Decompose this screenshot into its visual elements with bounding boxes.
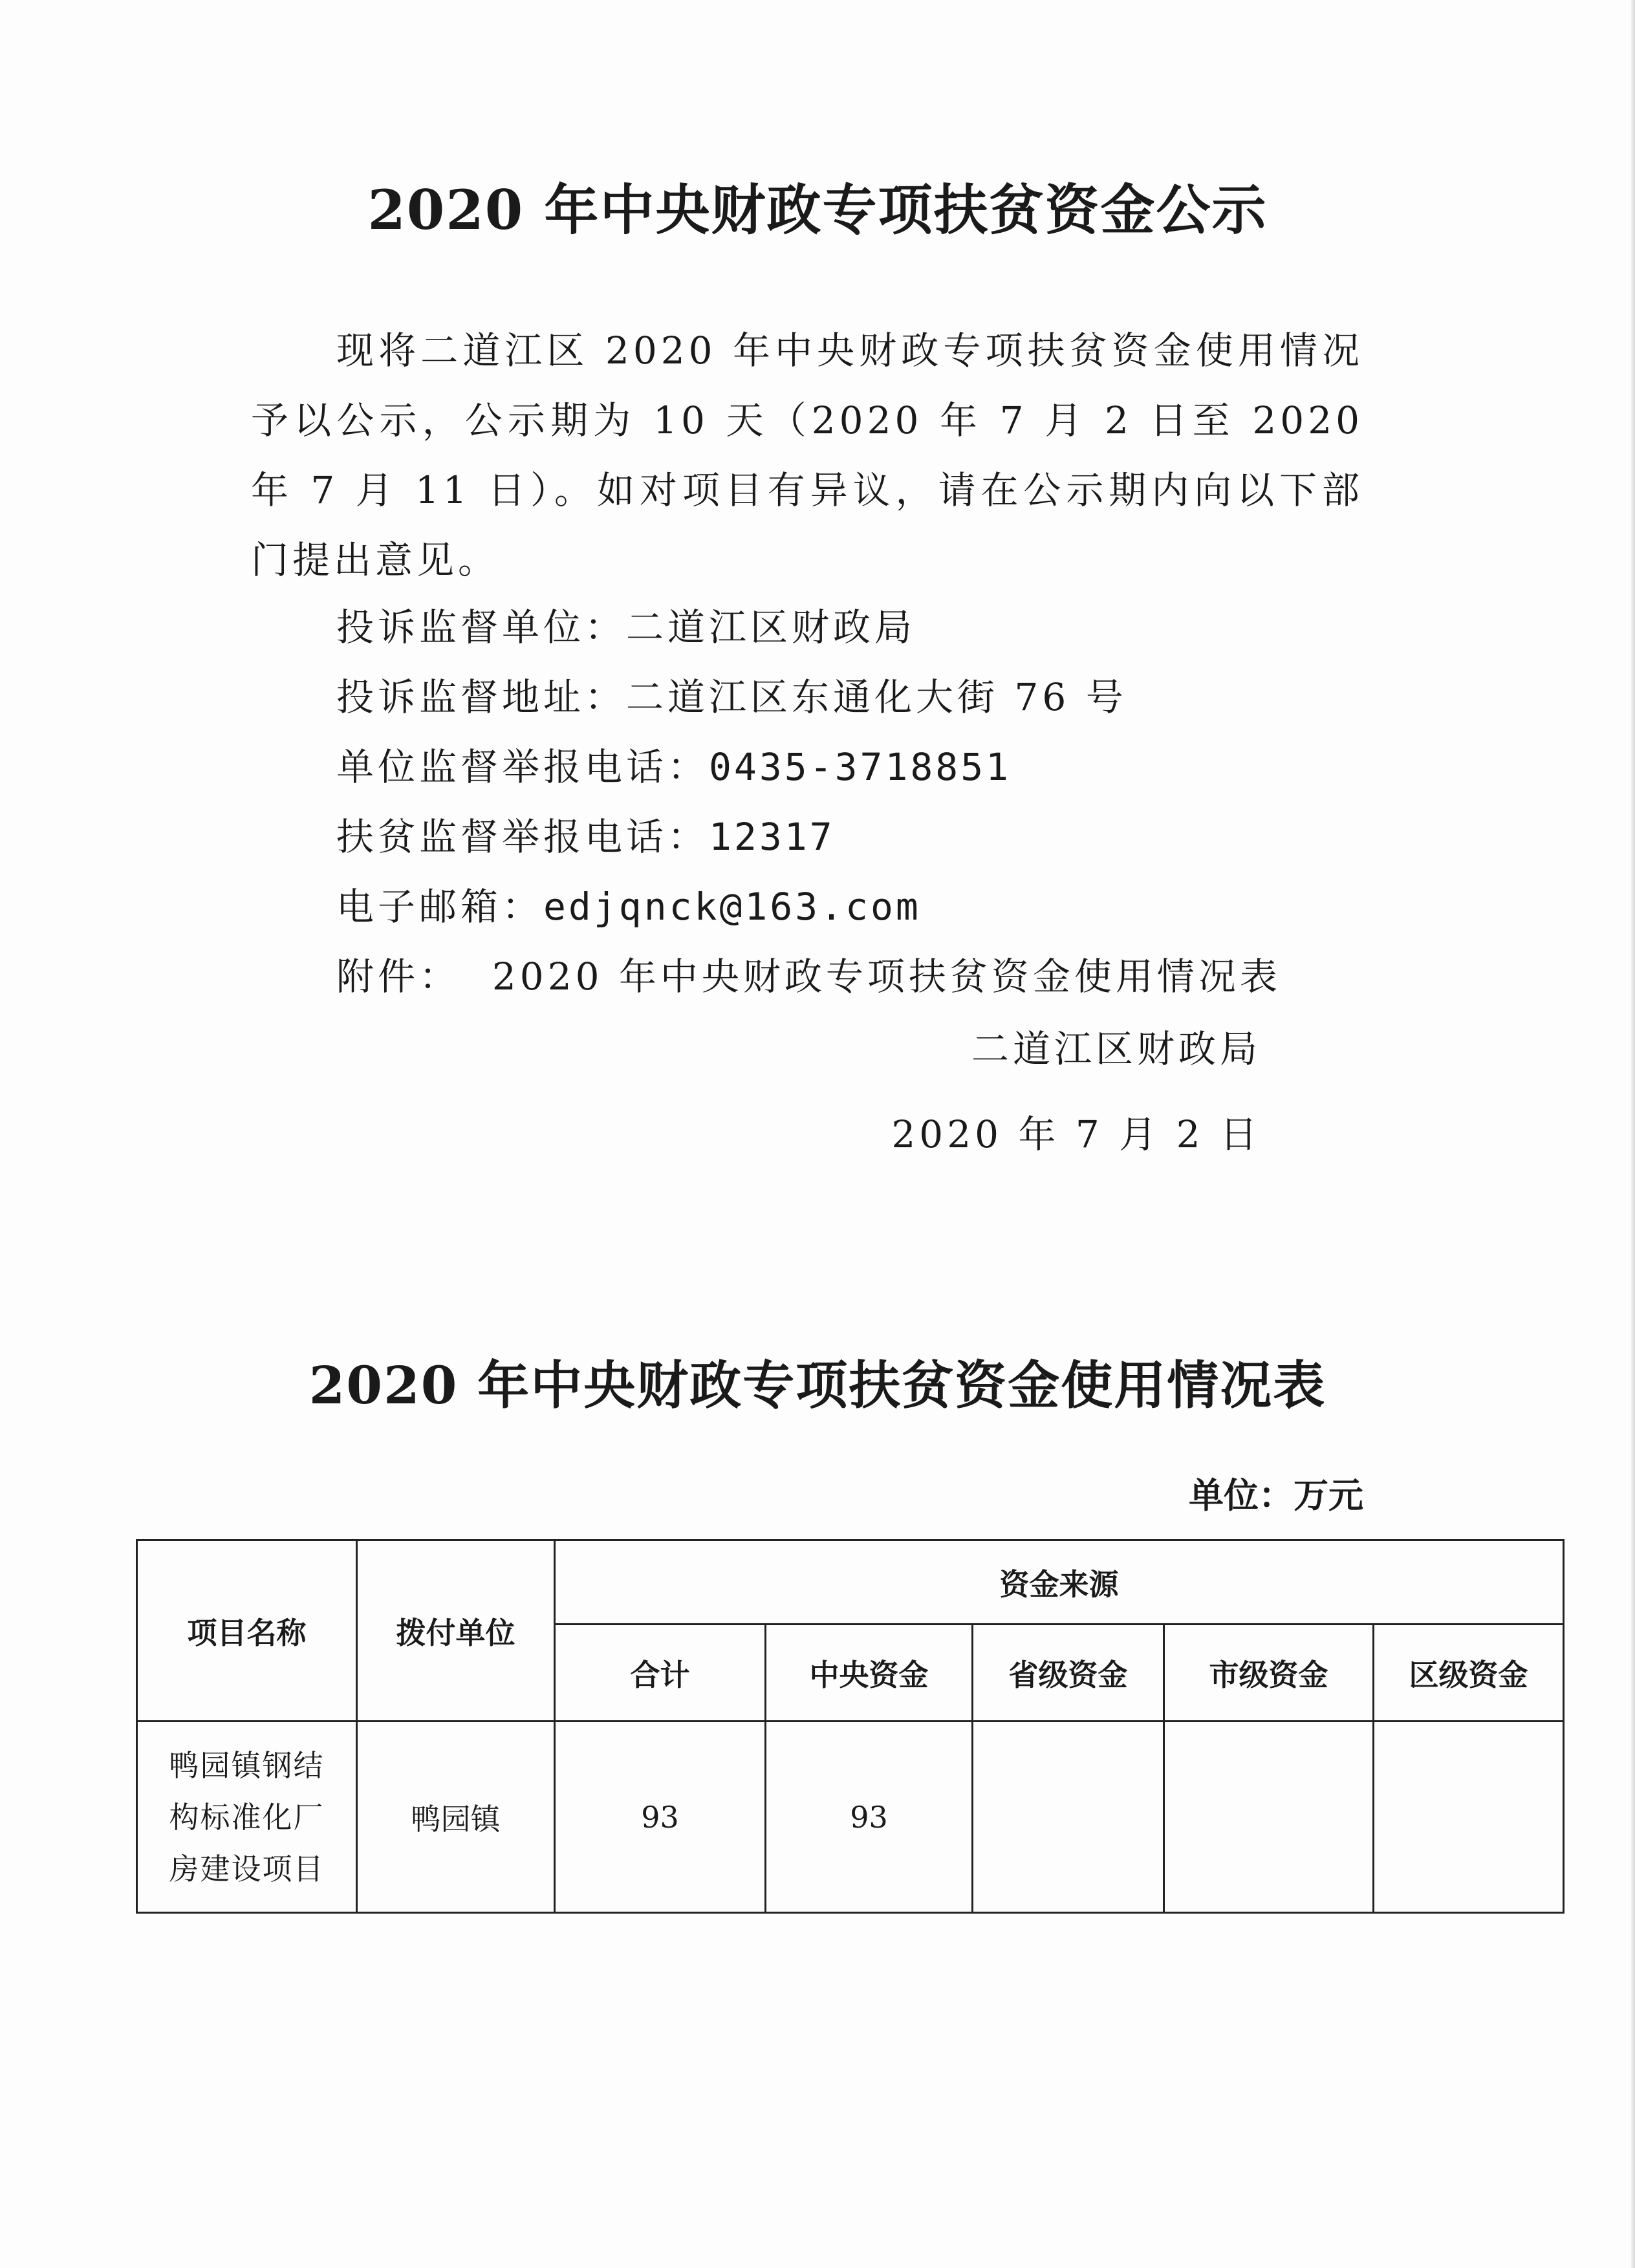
scan-edge: [1631, 0, 1635, 2268]
unit-phone-line: [336, 741, 1011, 793]
complaint-address-line: [336, 671, 1127, 723]
header-total: 合计: [555, 1625, 766, 1722]
unit-label: 单位：万元: [1189, 1474, 1363, 1516]
header-provincial: 省级资金: [973, 1625, 1164, 1722]
table-title: 2020 年中央财政专项扶贫资金使用情况表: [309, 1355, 1326, 1416]
poverty-phone-value: 12317: [709, 815, 835, 859]
table-header-row-1: [137, 1540, 1564, 1625]
cell-allocating-unit: 鸭园镇: [357, 1722, 555, 1913]
complaint-address-label: 投诉监督地址：: [336, 675, 627, 719]
unit-phone-value: 0435-3718851: [709, 745, 1012, 789]
email-line: [336, 881, 921, 933]
attachment-value: 2020 年中央财政专项扶贫资金使用情况表: [492, 955, 1281, 999]
email-label: 电子邮箱：: [336, 885, 544, 929]
cell-provincial: [973, 1722, 1164, 1913]
header-municipal: 市级资金: [1164, 1625, 1374, 1722]
header-project-name: 项目名称: [137, 1540, 357, 1722]
notice-intro: 现将二道江区 2020 年中央财政专项扶贫资金使用情况予以公示，公示期为 10 天（2020 年 7 月 2 日至 2020 年 7 月 11 日）。如对项目有异议，请在公示期内向以下部门提出意见。: [251, 329, 1363, 582]
header-fund-source: 资金来源: [555, 1540, 1564, 1625]
project-name-line-3: 房建设项目: [169, 1851, 325, 1886]
unit-phone-label: 单位监督举报电话：: [336, 745, 709, 789]
cell-project-name: [137, 1722, 357, 1913]
email-value: edjqnck@163.com: [543, 885, 921, 929]
attachment-line: [336, 951, 1281, 1002]
complaint-unit-label: 投诉监督单位：: [336, 605, 627, 649]
table-row: [137, 1722, 1564, 1913]
header-district: 区级资金: [1374, 1625, 1564, 1722]
attachment-label: 附件：: [336, 955, 461, 999]
complaint-unit-value: 二道江区财政局: [626, 605, 916, 649]
cell-central: 93: [766, 1722, 973, 1913]
signature-org: 二道江区财政局: [971, 1027, 1261, 1071]
cell-total: 93: [555, 1722, 766, 1913]
header-allocating-unit: 拨付单位: [357, 1540, 555, 1722]
cell-district: [1374, 1722, 1564, 1913]
complaint-unit-line: [336, 601, 916, 653]
poverty-phone-label: 扶贫监督举报电话：: [336, 815, 709, 859]
poverty-phone-line: [336, 811, 835, 863]
project-name-line-1: 鸭园镇钢结: [169, 1747, 325, 1783]
notice-title: 2020 年中央财政专项扶贫资金公示: [367, 178, 1268, 242]
complaint-address-value: 二道江区东通化大街 76 号: [626, 675, 1127, 719]
signature-date: 2020 年 7 月 2 日: [891, 1112, 1261, 1156]
header-central: 中央资金: [766, 1625, 973, 1722]
cell-municipal: [1164, 1722, 1374, 1913]
fund-usage-table: [136, 1539, 1565, 1914]
project-name-line-2: 构标准化厂: [169, 1799, 325, 1835]
